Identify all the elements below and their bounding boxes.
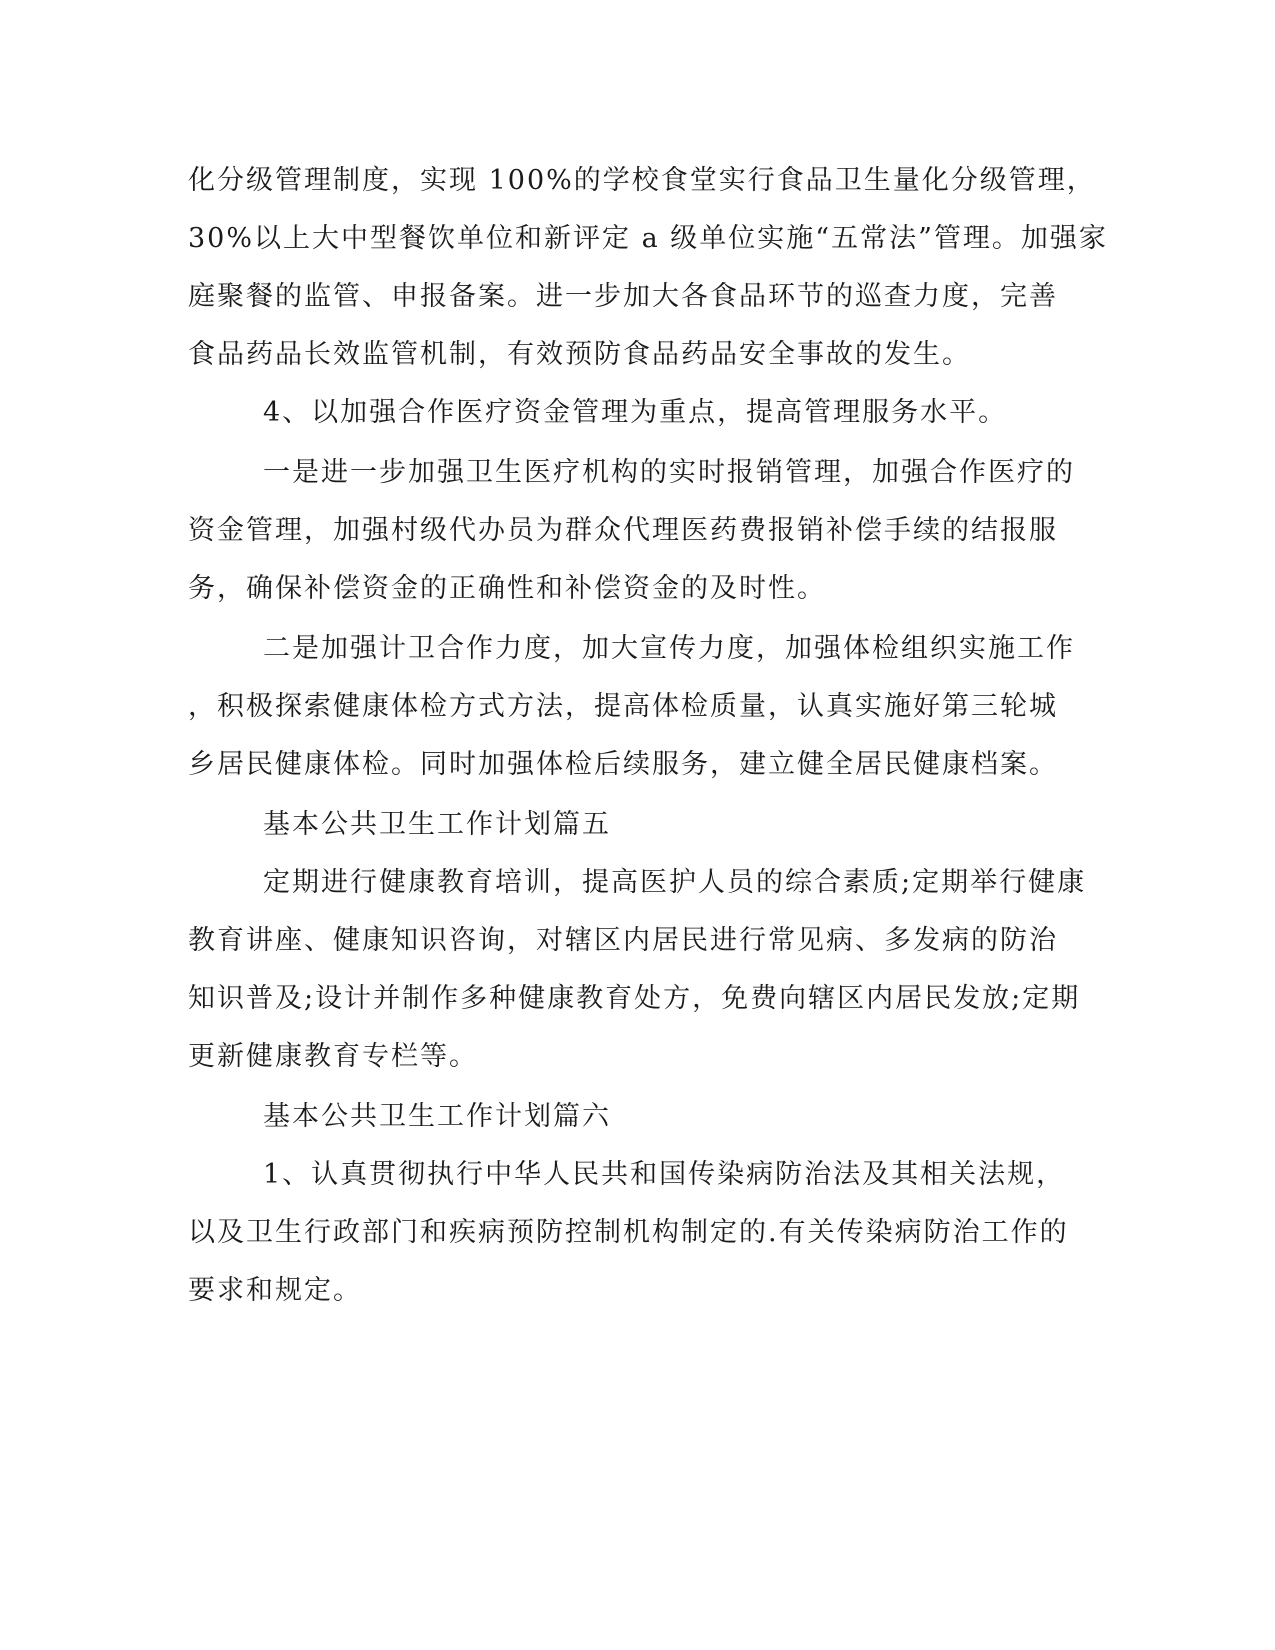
text-line: 知识普及;设计并制作多种健康教育处方，免费向辖区内居民发放;定期	[188, 983, 1081, 1014]
text-line: 务，确保补偿资金的正确性和补偿资金的及时性。	[188, 573, 826, 604]
text-line: 以及卫生行政部门和疾病预防控制机构制定的.有关传染病防治工作的	[188, 1217, 1069, 1248]
text-line: 食品药品长效监管机制，有效预防食品药品安全事故的发生。	[188, 339, 971, 370]
section-heading: 4、以加强合作医疗资金管理为重点，提高管理服务水平。	[263, 397, 1008, 428]
text-line: 二是加强计卫合作力度，加大宣传力度，加强体检组织实施工作	[263, 633, 1075, 664]
text-line: 要求和规定。	[188, 1275, 362, 1306]
section-title: 基本公共卫生工作计划篇六	[263, 1101, 611, 1132]
text-line: 化分级管理制度，实现 100%的学校食堂实行食品卫生量化分级管理，	[188, 165, 1096, 196]
text-line: 1、认真贯彻执行中华人民共和国传染病防治法及其相关法规，	[263, 1159, 1066, 1190]
text-line: 资金管理，加强村级代办员为群众代理医药费报销补偿手续的结报服	[188, 515, 1058, 546]
text-line: 更新健康教育专栏等。	[188, 1041, 478, 1072]
section-title: 基本公共卫生工作计划篇五	[263, 809, 611, 840]
text-line: 30%以上大中型餐饮单位和新评定 a 级单位实施“五常法”管理。加强家	[188, 223, 1108, 254]
text-line: 一是进一步加强卫生医疗机构的实时报销管理，加强合作医疗的	[263, 457, 1075, 488]
text-line: 教育讲座、健康知识咨询，对辖区内居民进行常见病、多发病的防治	[188, 925, 1058, 956]
text-line: 庭聚餐的监管、申报备案。进一步加大各食品环节的巡查力度，完善	[188, 281, 1058, 312]
text-line: 乡居民健康体检。同时加强体检后续服务，建立健全居民健康档案。	[188, 749, 1058, 780]
text-line: ，积极探索健康体检方式方法，提高体检质量，认真实施好第三轮城	[188, 691, 1058, 722]
text-line: 定期进行健康教育培训，提高医护人员的综合素质;定期举行健康	[263, 867, 1087, 898]
